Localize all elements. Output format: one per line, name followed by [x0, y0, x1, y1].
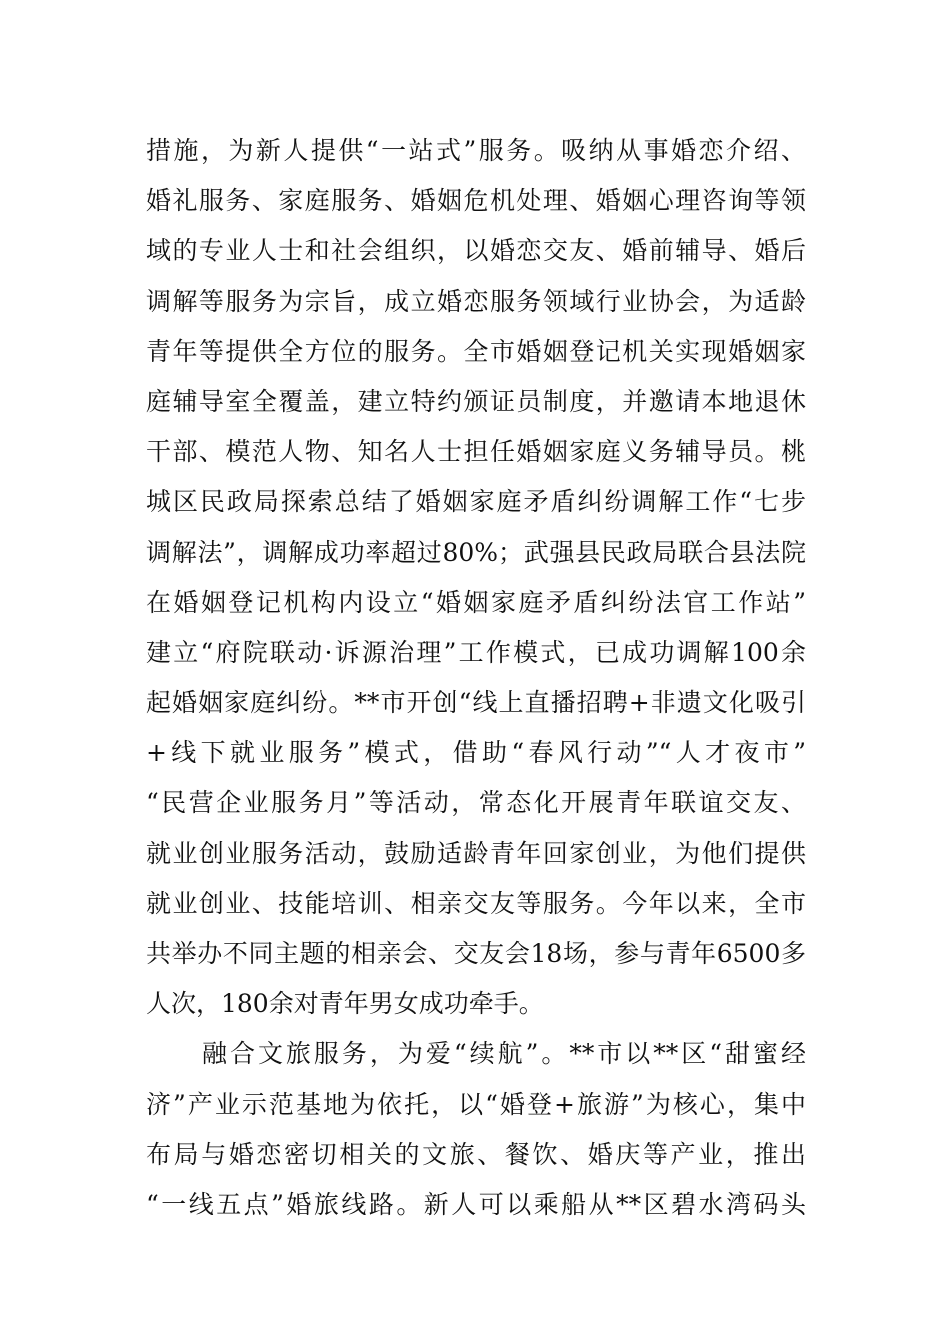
text-line: 城区民政局探索总结了婚姻家庭矛盾纠纷调解工作“七步	[146, 487, 806, 517]
body-text	[146, 126, 806, 1230]
text-line: “一线五点”婚旅线路。新人可以乘船从**区碧水湾码头	[146, 1189, 806, 1219]
text-line: 域的专业人士和社会组织，以婚恋交友、婚前辅导、婚后	[146, 236, 806, 266]
text-line: +线下就业服务”模式，借助“春风行动”“人才夜市”	[146, 738, 806, 768]
text-line: 济”产业示范基地为依托，以“婚登+旅游”为核心，集中	[146, 1089, 806, 1119]
paragraph-end-line: 人次，180余对青年男女成功牵手。	[146, 989, 544, 1019]
text-line: 调解等服务为宗旨，成立婚恋服务领域行业协会，为适龄	[146, 286, 806, 316]
text-line: 青年等提供全方位的服务。全市婚姻登记机关实现婚姻家	[146, 336, 806, 366]
text-line: “民营企业服务月”等活动，常态化开展青年联谊交友、	[146, 788, 806, 818]
text-line: 干部、模范人物、知名人士担任婚姻家庭义务辅导员。桃	[146, 437, 806, 467]
text-line: 布局与婚恋密切相关的文旅、餐饮、婚庆等产业，推出	[146, 1139, 806, 1169]
text-line: 共举办不同主题的相亲会、交友会18场，参与青年6500多	[146, 939, 806, 968]
text-line: 建立“府院联动·诉源治理”工作模式，已成功调解100余	[146, 637, 806, 667]
text-line: 庭辅导室全覆盖，建立特约颁证员制度，并邀请本地退休	[146, 386, 806, 416]
text-line: 调解法”，调解成功率超过80%；武强县民政局联合县法院	[146, 537, 806, 567]
text-line: 婚礼服务、家庭服务、婚姻危机处理、婚姻心理咨询等领	[146, 186, 806, 216]
text-line: 就业创业服务活动，鼓励适龄青年回家创业，为他们提供	[146, 838, 806, 868]
paragraph-heading-line: 融合文旅服务，为爱“续航”。**市以**区“甜蜜经	[146, 1039, 806, 1069]
text-line: 起婚姻家庭纠纷。**市开创“线上直播招聘+非遗文化吸引	[146, 688, 806, 718]
text-line: 在婚姻登记机构内设立“婚姻家庭矛盾纠纷法官工作站”	[146, 587, 806, 617]
text-line: 就业创业、技能培训、相亲交友等服务。今年以来，全市	[146, 888, 806, 918]
text-line: 措施，为新人提供“一站式”服务。吸纳从事婚恋介绍、	[146, 136, 806, 165]
